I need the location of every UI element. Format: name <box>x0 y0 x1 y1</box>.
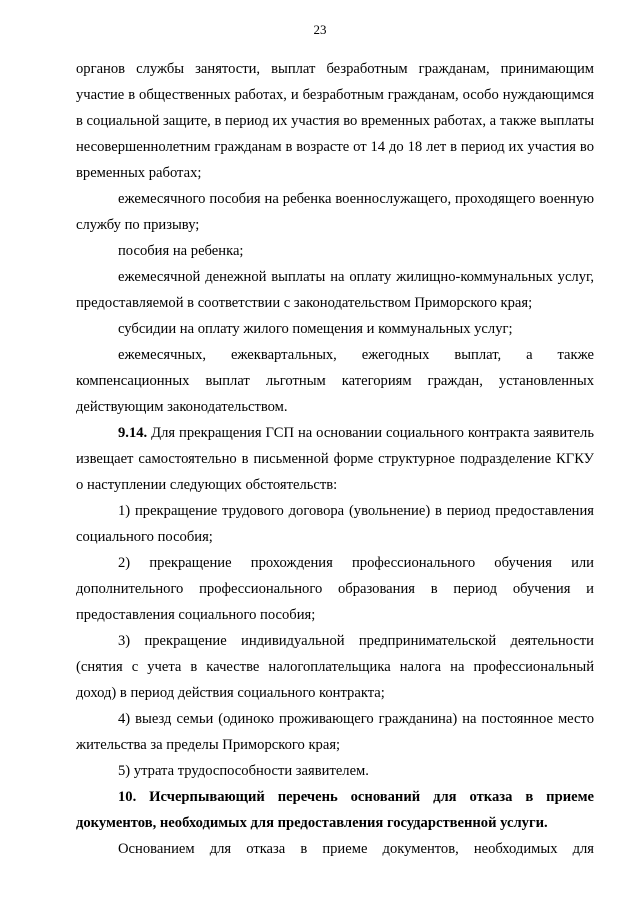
paragraph-child-allowance: пособия на ребенка; <box>118 243 244 259</box>
paragraph-compensation-payments: ежемесячных, ежеквартальных, ежегодных выплат, а также компенсационных выплат льготным категориям граждан, установленных действующим законодательством. <box>76 347 594 415</box>
clause-number: 9.14. <box>118 425 148 441</box>
page-number: 23 <box>313 22 327 37</box>
list-item-2: 2) прекращение прохождения профессионального обучения или дополнительного профессионального образования в период обучения и предоставления социального пособия; <box>76 555 594 623</box>
paragraph-refusal-grounds: Основанием для отказа в приеме документов, необходимых для <box>118 841 594 857</box>
list-item-4: 4) выезд семьи (одиноко проживающего гражданина) на постоянное место жительства за пределы Приморского края; <box>76 711 594 753</box>
clause-text: Для прекращения ГСП на основании социального контракта заявитель извещает самостоятельно в письменной форме структурное подразделение КГКУ о наступлении следующих обстоятельств: <box>76 425 594 493</box>
paragraph-9-14 <box>76 420 594 498</box>
paragraph-housing-payment: ежемесячной денежной выплаты на оплату жилищно-коммунальных услуг, предоставляемой в соответствии с законодательством Приморского края; <box>76 269 594 311</box>
section-10-heading: 10. Исчерпывающий перечень оснований для отказа в приеме документов, необходимых для предоставления государственной услуги. <box>76 789 594 831</box>
list-item-5: 5) утрата трудоспособности заявителем. <box>118 763 369 779</box>
list-item-1: 1) прекращение трудового договора (увольнение) в период предоставления социального пособия; <box>76 503 594 545</box>
paragraph-housing-subsidy: субсидии на оплату жилого помещения и коммунальных услуг; <box>118 321 513 337</box>
paragraph-unemployment-payments: органов службы занятости, выплат безработным гражданам, принимающим участие в общественных работах, и безработным гражданам, особо нуждающимся в социальной защите, в период их участия во временных работах, а также выплаты несовершеннолетним гражданам в возрасте от 14 до 18 лет в период их участия во временных работах; <box>76 61 595 181</box>
document-body <box>76 56 594 862</box>
paragraph-conscript-child-allowance: ежемесячного пособия на ребенка военнослужащего, проходящего военную службу по призыву; <box>76 191 594 233</box>
list-item-3: 3) прекращение индивидуальной предпринимательской деятельности (снятия с учета в качестве налогоплательщика налога на профессиональный доход) в период действия социального контракта; <box>76 633 594 701</box>
